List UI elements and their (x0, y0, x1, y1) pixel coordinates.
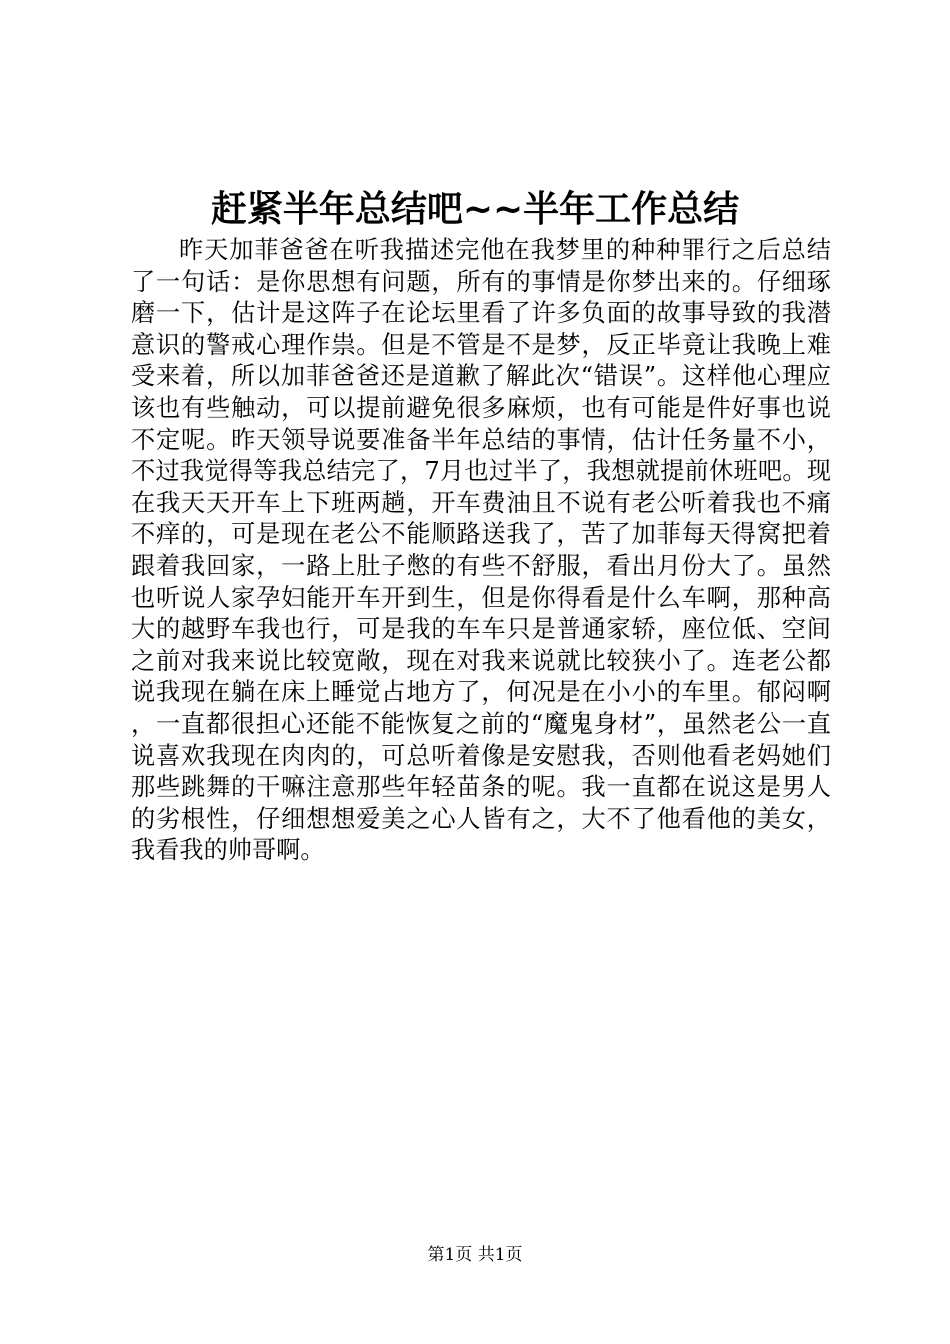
page-number-footer: 第1页 共1页 (427, 1245, 523, 1265)
document-body-paragraph: 昨天加菲爸爸在听我描述完他在我梦里的种种罪行之后总结了一句话：是你思想有问题，所有的事情是你梦出来的。仔细琢磨一下，估计是这阵子在论坛里看了许多负面的故事导致的我潜意识的警戒心理作祟。但是不管是不是梦，反正毕竟让我晚上难受来着，所以加菲爸爸还是道歉了解此次“错误”。这样他心理应该也有些触动，可以提前避免很多麻烦，也有可能是件好事也说不定呢。昨天领导说要准备半年总结的事情，估计任务量不小，不过我觉得等我总结完了，7月也过半了，我想就提前休班吧。现在我天天开车上下班两趟，开车费油且不说有老公听着我也不痛不痒的，可是现在老公不能顺路送我了，苦了加菲每天得窝把着跟着我回家，一路上肚子憋的有些不舒服，看出月份大了。虽然也听说人家孕妇能开车开到生，但是你得看是什么车啊，那种高大的越野车我也行，可是我的车车只是普通家轿，座位低、空间之前对我来说比较宽敞，现在对我来说就比较狭小了。连老公都说我现在躺在床上睡觉占地方了，何况是在小小的车里。郁闷啊，一直都很担心还能不能恢复之前的“魔鬼身材”，虽然老公一直说喜欢我现在肉肉的，可总听着像是安慰我，否则他看老妈她们那些跳舞的干嘛注意那些年轻苗条的呢。我一直都在说这是男人的劣根性，仔细想想爱美之心人皆有之，大不了他看他的美女，我看我的帅哥啊。 (131, 236, 831, 865)
document-title: 赶紧半年总结吧~~半年工作总结 (210, 189, 740, 230)
